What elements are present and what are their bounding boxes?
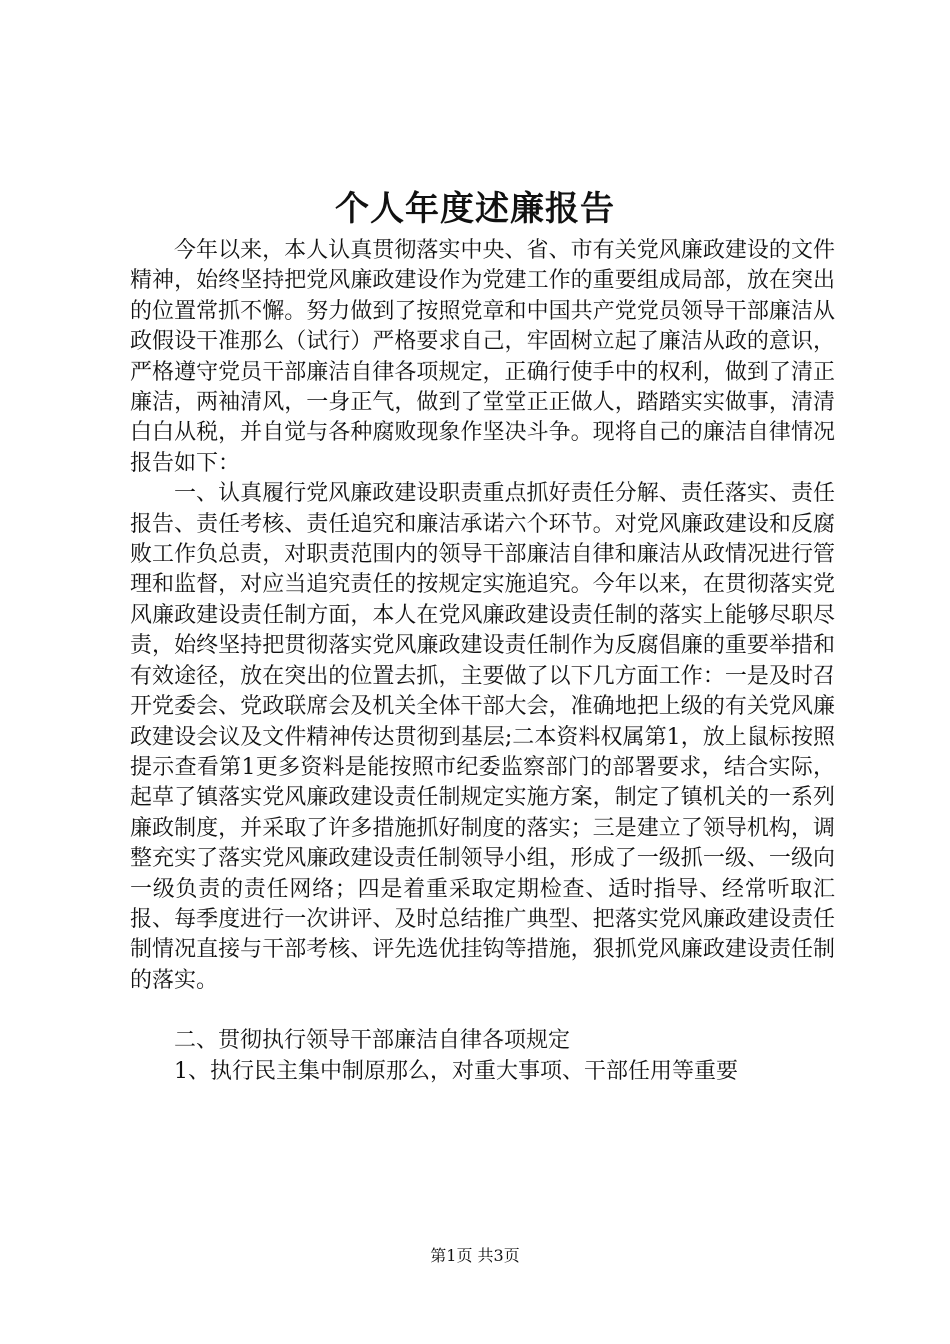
- page-number: 第1页: [430, 1246, 473, 1265]
- paragraph-item-1: 1、执行民主集中制原那么，对重大事项、干部任用等重要: [174, 1058, 738, 1084]
- document-body: [130, 236, 835, 1087]
- paragraph-intro: 今年以来，本人认真贯彻落实中央、省、市有关党风廉政建设的文件精神，始终坚持把党风廉政建设作为党建工作的重要组成局部，放在突出的位置常抓不懈。努力做到了按照党章和中国共产党党员领导干部廉洁从政假设干准那么（试行）严格要求自己，牢固树立起了廉洁从政的意识，严格遵守党员干部廉洁自律各项规定，正确行使手中的权利，做到了清正廉洁，两袖清风，一身正气，做到了堂堂正正做人，踏踏实实做事，清清白白从税，并自觉与各种腐败现象作坚决斗争。现将自己的廉洁自律情况报告如下：: [130, 238, 835, 476]
- paragraph-section-1: 一、认真履行党风廉政建设职责重点抓好责任分解、责任落实、责任报告、责任考核、责任追究和廉洁承诺六个环节。对党风廉政建设和反腐败工作负总责，对职责范围内的领导干部廉洁自律和廉洁从政情况进行管理和监督，对应当追究责任的按规定实施追究。今年以来，在贯彻落实党风廉政建设责任制方面，本人在党风廉政建设责任制的落实上能够尽职尽责，始终坚持把贯彻落实党风廉政建设责任制作为反腐倡廉的重要举措和有效途径，放在突出的位置去抓，主要做了以下几方面工作：一是及时召开党委会、党政联席会及机关全体干部大会，准确地把上级的有关党风廉政建设会议及文件精神传达贯彻到基层;二本资料权属第1，放上鼠标按照提示查看第1更多资料是能按照市纪委监察部门的部署要求，结合实际，起草了镇落实党风廉政建设责任制规定实施方案，制定了镇机关的一系列廉政制度，并采取了许多措施抓好制度的落实；三是建立了领导机构，调整充实了落实党风廉政建设责任制领导小组，形成了一级抓一级、一级向一级负责的责任网络；四是着重采取定期检查、适时指导、经常听取汇报、每季度进行一次讲评、及时总结推广典型、把落实党风廉政建设责任制情况直接与干部考核、评先选优挂钩等措施，狠抓党风廉政建设责任制的落实。: [130, 481, 835, 993]
- page-footer: [0, 1244, 950, 1268]
- page-total: 共3页: [477, 1246, 520, 1265]
- document-title: 个人年度述廉报告: [335, 189, 615, 229]
- section-heading-2: 二、贯彻执行领导干部廉洁自律各项规定: [174, 1028, 571, 1054]
